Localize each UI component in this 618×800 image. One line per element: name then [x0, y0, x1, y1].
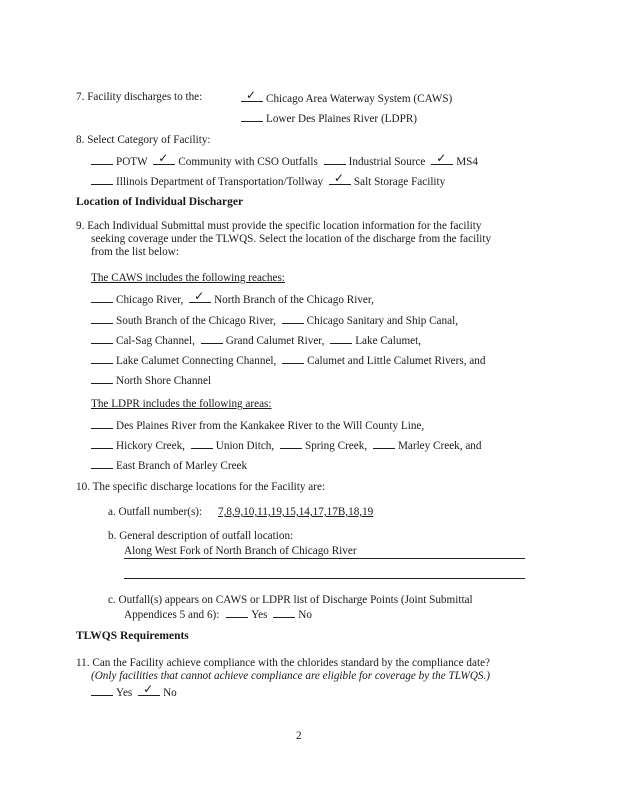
q10c-option-no[interactable]: No: [273, 609, 312, 621]
q8-category-row-2: [91, 171, 446, 189]
q11-line-2: (Only facilities that cannot achieve compliance are eligible for coverage by the TLWQS.): [91, 670, 491, 682]
caws-option-lake-calumet-connecting[interactable]: Lake Calumet Connecting Channel,: [91, 355, 276, 367]
outfall-description-line-1: [124, 558, 525, 559]
caws-row-2: [91, 313, 458, 328]
q10c-option-yes[interactable]: Yes: [226, 609, 267, 621]
q8-option-idot[interactable]: Illinois Department of Transportation/Tollway: [91, 176, 323, 188]
caws-option-north-shore[interactable]: North Shore Channel: [91, 375, 211, 387]
q10b-label: b. General description of outfall location:: [108, 530, 294, 542]
ldpr-header: The LDPR includes the following areas:: [91, 398, 272, 410]
ldpr-option-marley[interactable]: Marley Creek, and: [373, 440, 482, 452]
q7-option-ldpr[interactable]: Lower Des Plaines River (LDPR): [241, 111, 417, 126]
ldpr-option-hickory[interactable]: Hickory Creek,: [91, 440, 185, 452]
caws-row-3: [91, 333, 421, 348]
section-heading-location: Location of Individual Discharger: [76, 196, 244, 208]
q11-options: [91, 682, 177, 700]
ldpr-row-2: [91, 438, 482, 453]
ldpr-option-des-plaines[interactable]: Des Plaines River from the Kankakee River to the Will County Line,: [91, 420, 424, 432]
q11-option-no[interactable]: ✓ No: [138, 687, 177, 699]
q10c-line-1: c. Outfall(s) appears on CAWS or LDPR list of Discharge Points (Joint Submittal: [108, 594, 473, 606]
q10-label: 10. The specific discharge locations for the Facility are:: [76, 481, 326, 493]
q11-line-1: 11. Can the Facility achieve compliance with the chlorides standard by the compliance date?: [76, 657, 490, 669]
q9-text-line-1: 9. Each Individual Submittal must provide the specific location information for the facility: [76, 220, 482, 232]
q7-option-caws[interactable]: ✓ Chicago Area Waterway System (CAWS): [241, 91, 452, 106]
q8-option-cso[interactable]: ✓ Community with CSO Outfalls: [153, 156, 318, 168]
ldpr-option-east-branch[interactable]: East Branch of Marley Creek: [91, 460, 247, 472]
caws-header: The CAWS includes the following reaches:: [91, 272, 285, 284]
outfall-numbers-value[interactable]: 7,8,9,10,11,19,15,14,17,17B,18,19: [218, 506, 374, 518]
caws-option-chicago-river[interactable]: Chicago River,: [91, 294, 183, 306]
ldpr-option-spring[interactable]: Spring Creek,: [280, 440, 367, 452]
outfall-description-value[interactable]: Along West Fork of North Branch of Chicago River: [124, 545, 357, 557]
section-heading-tlwqs: TLWQS Requirements: [76, 630, 189, 642]
q8-option-salt[interactable]: ✓ Salt Storage Facility: [329, 176, 445, 188]
caws-row-1: [91, 289, 374, 307]
caws-option-lake-calumet[interactable]: Lake Calumet,: [330, 335, 421, 347]
q8-label: 8. Select Category of Facility:: [76, 134, 211, 146]
check-mark-icon: ✓: [333, 171, 344, 185]
check-mark-icon: ✓: [143, 682, 154, 696]
caws-option-calumet-little-calumet[interactable]: Calumet and Little Calumet Rivers, and: [282, 355, 485, 367]
ldpr-row-3: [91, 458, 247, 473]
check-mark-icon: ✓: [246, 88, 257, 102]
caws-option-grand-calumet[interactable]: Grand Calumet River,: [201, 335, 325, 347]
q10c-line-2: Appendices 5 and 6): Yes No: [124, 609, 312, 621]
check-mark-icon: ✓: [158, 151, 169, 165]
q11-option-yes[interactable]: Yes: [91, 687, 132, 699]
q8-category-row-1: [91, 151, 478, 169]
caws-option-cal-sag[interactable]: Cal-Sag Channel,: [91, 335, 195, 347]
q8-option-industrial[interactable]: Industrial Source: [324, 156, 426, 168]
check-mark-icon: ✓: [194, 289, 205, 303]
caws-row-4: [91, 353, 485, 368]
caws-option-sanitary-ship[interactable]: Chicago Sanitary and Ship Canal,: [282, 315, 458, 327]
check-mark-icon: ✓: [436, 151, 447, 165]
ldpr-option-union[interactable]: Union Ditch,: [191, 440, 274, 452]
page-number: 2: [296, 730, 302, 742]
caws-option-north-branch[interactable]: ✓ North Branch of the Chicago River,: [189, 294, 374, 306]
q10a-label: a. Outfall number(s):: [108, 506, 203, 518]
q9-text-line-2: seeking coverage under the TLWQS. Select the location of the discharge from the facility: [91, 233, 492, 245]
caws-option-south-branch[interactable]: South Branch of the Chicago River,: [91, 315, 276, 327]
outfall-description-line-2: [124, 578, 525, 579]
ldpr-row-1: [91, 418, 424, 433]
caws-row-5: [91, 373, 211, 388]
q8-option-ms4[interactable]: ✓ MS4: [431, 156, 478, 168]
q9-text-line-3: from the list below:: [91, 246, 179, 258]
q7-label: 7. Facility discharges to the:: [76, 91, 203, 103]
q8-option-potw[interactable]: POTW: [91, 156, 148, 168]
